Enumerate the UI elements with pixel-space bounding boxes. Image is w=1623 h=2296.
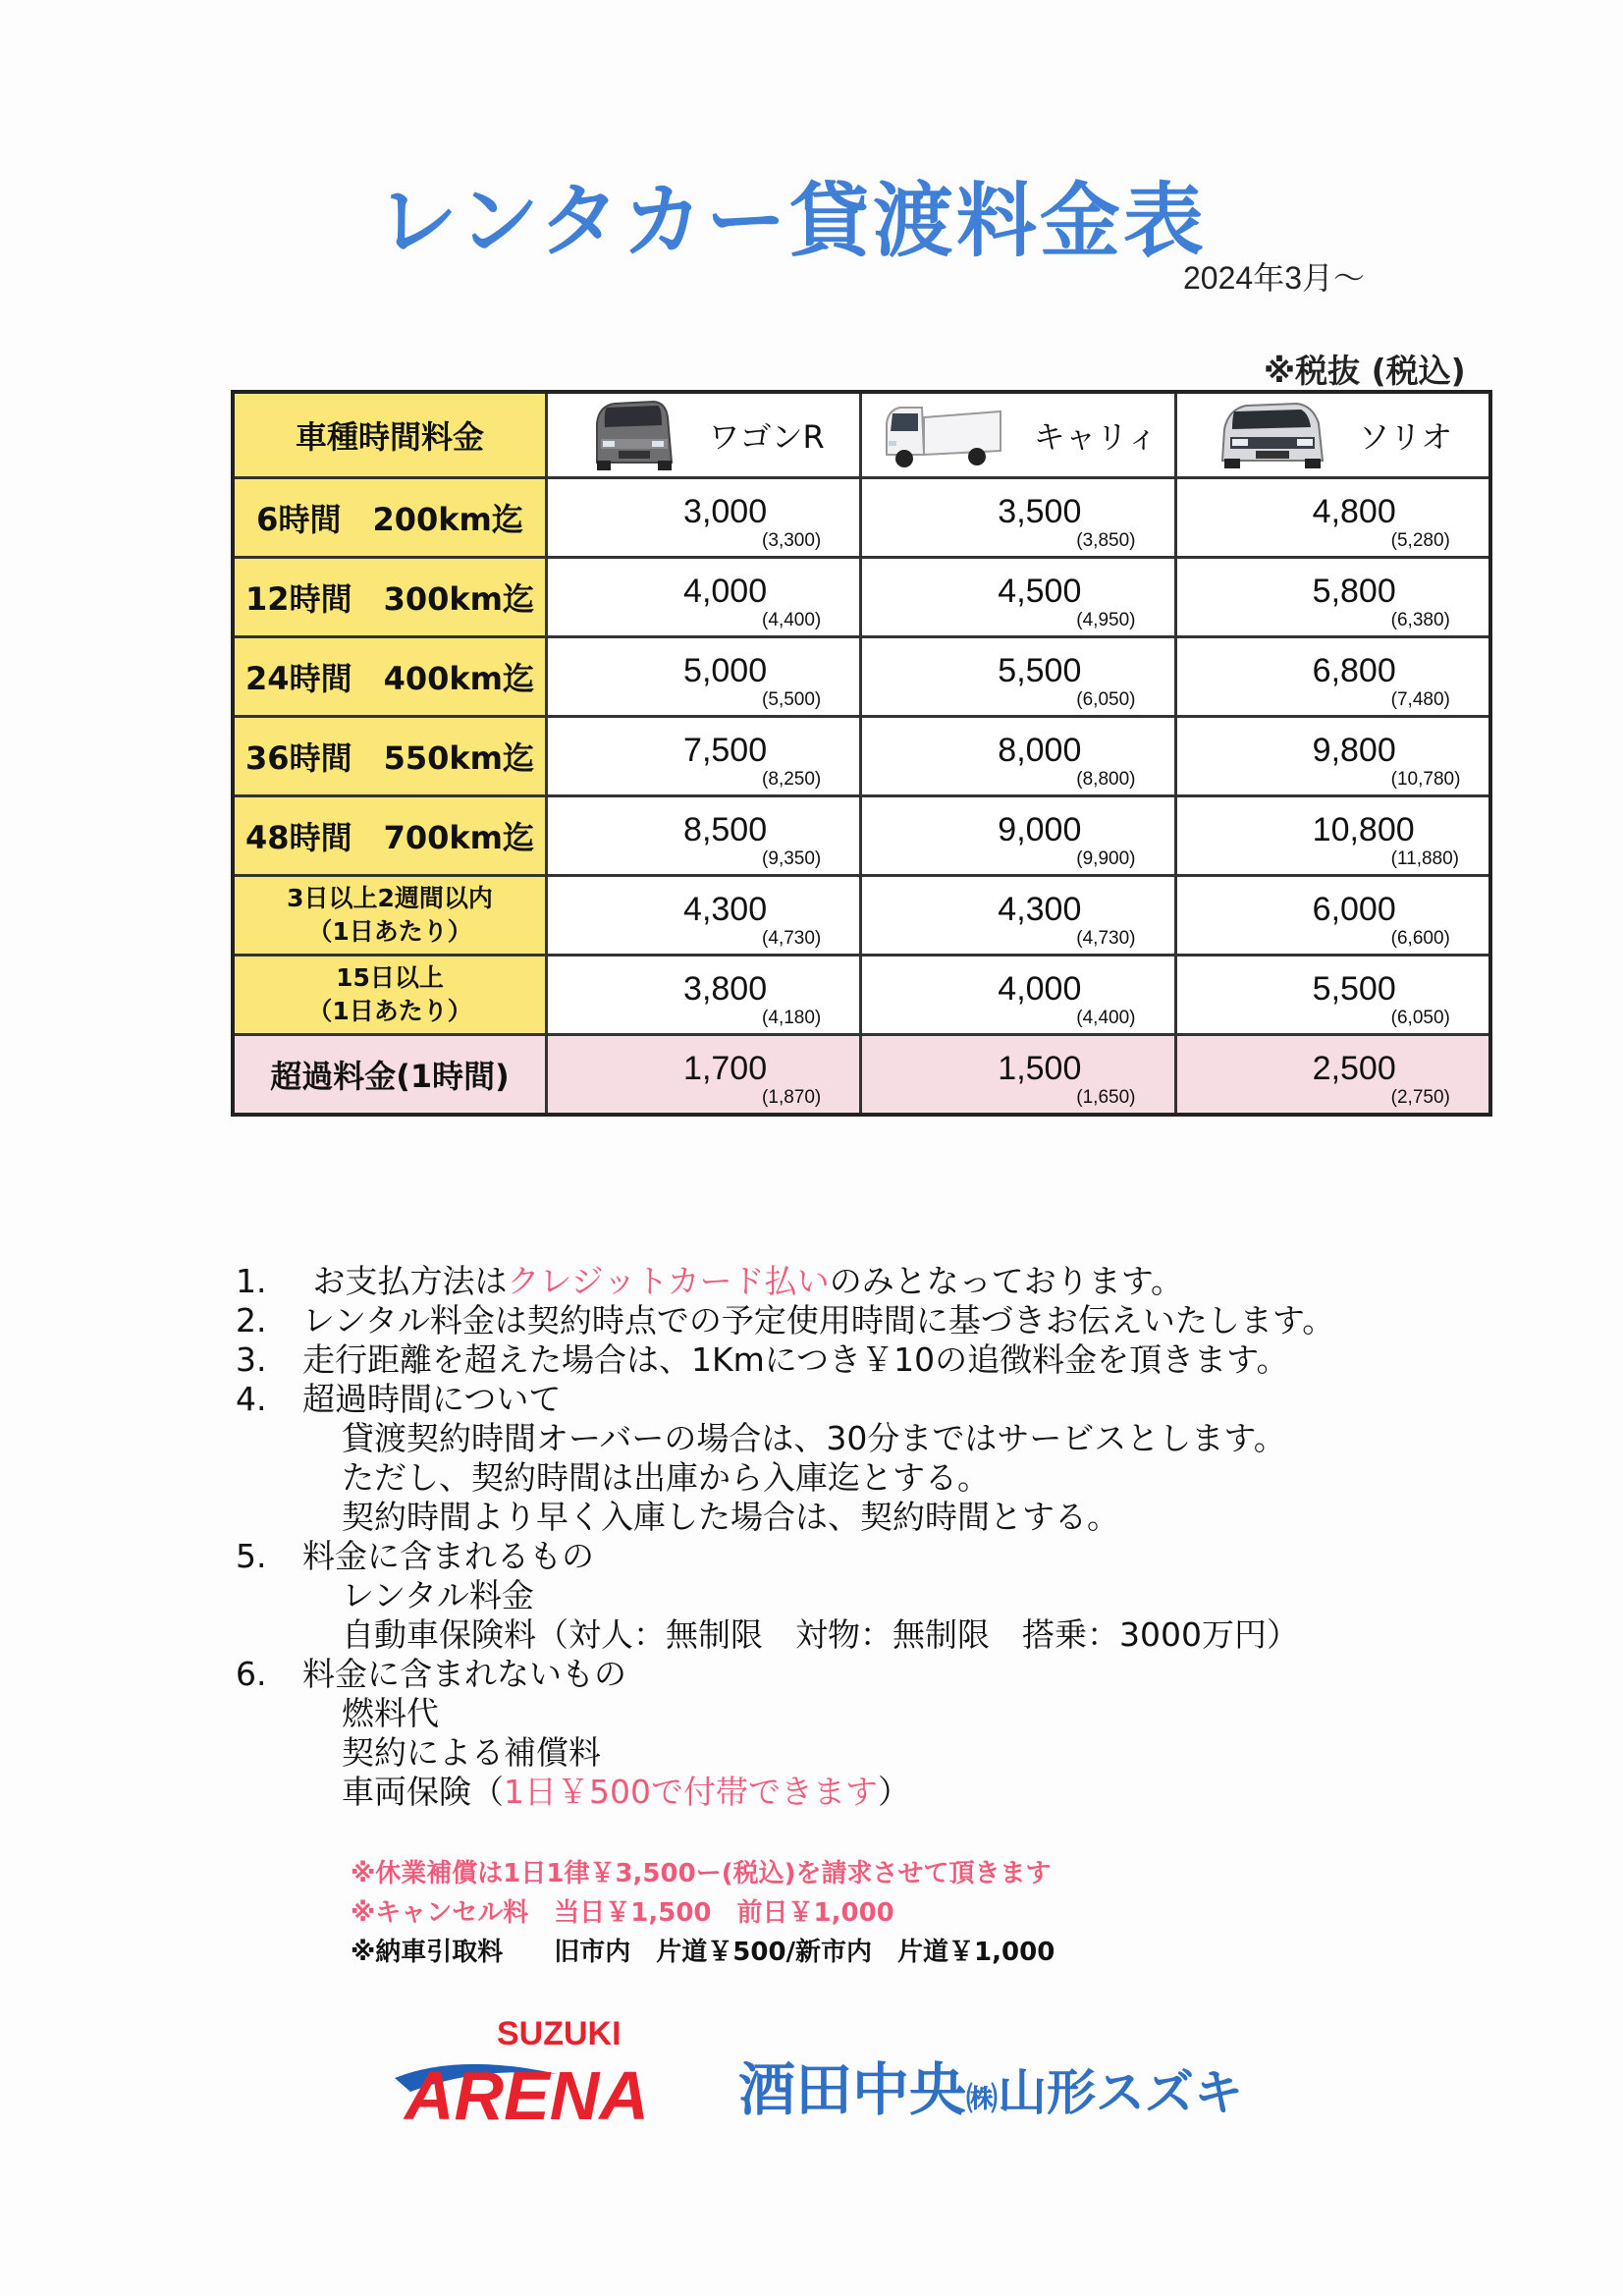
note-item xyxy=(236,1262,1334,1301)
price-main: 4,300 xyxy=(998,891,1082,928)
page-title: レンタカー貸渡料金表 xyxy=(377,175,1207,268)
note-subitem: レンタル料金 xyxy=(342,1576,534,1614)
price-main: 10,800 xyxy=(1312,811,1415,848)
note-text: レンタル料金は契約時点での予定使用時間に基づきお伝えいたします。 xyxy=(302,1301,1335,1339)
price-cell xyxy=(1175,1035,1490,1116)
row-label: 48時間 700km迄 xyxy=(233,796,547,876)
price-cell xyxy=(547,796,861,876)
price-tax: (8,250) xyxy=(762,769,822,790)
price-cell xyxy=(861,637,1175,717)
note-subitem: 契約による補償料 xyxy=(342,1733,601,1772)
note-item xyxy=(236,1380,1334,1419)
row-label-line2: （1日あたり） xyxy=(307,917,472,946)
car-name-solio: ソリオ xyxy=(1358,418,1453,456)
price-main: 5,000 xyxy=(683,652,768,689)
row-label-line2: （1日あたり） xyxy=(307,997,472,1025)
note-subitem xyxy=(236,1773,1334,1812)
logo-main-text: ARENA xyxy=(405,2057,649,2134)
rate-table xyxy=(231,390,1492,1117)
note-text: 超過時間について xyxy=(302,1380,562,1418)
price-tax: (6,050) xyxy=(1390,1008,1450,1028)
note-number: 2. xyxy=(236,1301,267,1339)
note-highlight: 1日￥500で付帯できます xyxy=(504,1773,878,1811)
note-subitem: 自動車保険料（対人：無制限 対物：無制限 搭乗：3000万円） xyxy=(342,1615,1299,1654)
price-cell xyxy=(547,558,861,637)
price-tax: (6,050) xyxy=(1076,689,1136,710)
row-label xyxy=(233,876,547,956)
note-subitem: 契約時間より早く入庫した場合は、契約時間とする。 xyxy=(342,1498,1119,1536)
price-tax: (11,880) xyxy=(1390,848,1460,869)
notes-list xyxy=(236,1262,1334,1812)
price-tax: (1,870) xyxy=(762,1087,822,1108)
row-label-line1: 15日以上 xyxy=(336,963,444,992)
price-tax: (9,350) xyxy=(762,848,822,869)
price-cell xyxy=(547,956,861,1035)
row-label: 超過料金(1時間) xyxy=(233,1035,547,1116)
car-column-wagon-r xyxy=(547,392,861,478)
note-number: 4. xyxy=(236,1380,267,1418)
price-main: 5,500 xyxy=(1312,970,1396,1008)
price-main: 5,500 xyxy=(998,652,1082,689)
note-text: 料金に含まれないもの xyxy=(302,1655,626,1693)
table-header-row xyxy=(233,392,1490,478)
tax-note: ※税抜 (税込) xyxy=(1264,352,1466,390)
table-row xyxy=(233,956,1490,1035)
price-cell xyxy=(547,637,861,717)
price-main: 6,000 xyxy=(1312,891,1396,928)
note-text: のみとなっております。 xyxy=(829,1262,1184,1300)
price-cell xyxy=(861,717,1175,796)
price-main: 9,000 xyxy=(998,811,1082,848)
price-main: 2,500 xyxy=(1312,1050,1396,1087)
price-cell xyxy=(1175,956,1490,1035)
price-main: 4,800 xyxy=(1312,493,1396,530)
dealer-name-rest: 山形スズキ xyxy=(998,2064,1244,2121)
price-main: 7,500 xyxy=(683,732,768,769)
price-tax: (9,900) xyxy=(1076,848,1136,869)
price-tax: (4,400) xyxy=(1076,1008,1136,1028)
header-label: 車種時間料金 xyxy=(233,392,547,478)
price-cell xyxy=(1175,876,1490,956)
car-name-wagon-r: ワゴンR xyxy=(708,418,825,456)
extra-note-delivery: ※納車引取料 旧市内 片道￥500/新市内 片道￥1,000 xyxy=(351,1938,1055,1967)
price-cell xyxy=(1175,478,1490,558)
note-subitem: 貸渡契約時間オーバーの場合は、30分まではサービスとします。 xyxy=(342,1419,1286,1457)
table-row xyxy=(233,1035,1490,1116)
row-label: 6時間 200km迄 xyxy=(233,478,547,558)
price-cell xyxy=(861,558,1175,637)
car-name-carry: キャリィ xyxy=(1033,418,1159,456)
logo-top-text: SUZUKI xyxy=(497,2015,622,2052)
price-cell xyxy=(1175,637,1490,717)
row-label xyxy=(233,956,547,1035)
truck-carry-icon xyxy=(879,394,1006,476)
car-wagon-r-icon xyxy=(583,394,681,476)
price-main: 8,000 xyxy=(998,732,1082,769)
note-number: 3. xyxy=(236,1340,267,1379)
note-item xyxy=(236,1655,1334,1694)
note-subitem: ただし、契約時間は出庫から入庫迄とする。 xyxy=(342,1458,990,1497)
extra-note-compensation: ※休業補償は1日1律￥3,500ー(税込)を請求させて頂きます xyxy=(351,1859,1052,1888)
note-text: お支払方法は xyxy=(312,1262,508,1300)
price-cell xyxy=(547,717,861,796)
row-label: 24時間 400km迄 xyxy=(233,637,547,717)
note-text: 車両保険（ xyxy=(342,1773,504,1811)
price-cell xyxy=(547,1035,861,1116)
note-highlight: クレジットカード払い xyxy=(507,1262,830,1300)
price-main: 1,700 xyxy=(683,1050,768,1087)
price-main: 5,800 xyxy=(1312,573,1396,610)
price-cell xyxy=(1175,558,1490,637)
price-cell xyxy=(861,796,1175,876)
note-item xyxy=(236,1537,1334,1576)
table-row xyxy=(233,478,1490,558)
price-tax: (3,850) xyxy=(1076,530,1136,551)
price-tax: (8,800) xyxy=(1076,769,1136,790)
price-tax: (4,400) xyxy=(762,610,822,630)
price-main: 4,000 xyxy=(998,970,1082,1008)
table-row xyxy=(233,717,1490,796)
price-tax: (4,180) xyxy=(762,1008,822,1028)
price-main: 3,000 xyxy=(683,493,768,530)
note-item xyxy=(236,1301,1334,1340)
price-cell xyxy=(861,876,1175,956)
price-cell xyxy=(861,956,1175,1035)
dealer-name-main: 酒田中央 xyxy=(738,2056,967,2123)
table-row xyxy=(233,637,1490,717)
extra-note-cancel: ※キャンセル料 当日￥1,500 前日￥1,000 xyxy=(351,1898,894,1928)
price-tax: (10,780) xyxy=(1390,769,1461,790)
note-number: 1. xyxy=(236,1262,267,1300)
price-tax: (5,280) xyxy=(1390,530,1450,551)
row-label: 12時間 300km迄 xyxy=(233,558,547,637)
extra-notes xyxy=(351,1854,1055,1972)
car-column-solio xyxy=(1175,392,1490,478)
price-tax: (6,380) xyxy=(1390,610,1450,630)
note-number: 5. xyxy=(236,1537,267,1575)
effective-date: 2024年3月～ xyxy=(1183,260,1365,296)
price-cell xyxy=(547,478,861,558)
price-tax: (4,730) xyxy=(1076,928,1136,949)
note-number: 6. xyxy=(236,1655,267,1693)
note-subitem: 燃料代 xyxy=(342,1694,439,1732)
price-cell xyxy=(547,876,861,956)
suzuki-arena-logo xyxy=(391,2009,666,2137)
table-row xyxy=(233,558,1490,637)
price-tax: (2,750) xyxy=(1390,1087,1450,1108)
price-cell xyxy=(1175,717,1490,796)
note-text: 走行距離を超えた場合は、1Kmにつき￥10の追徴料金を頂きます。 xyxy=(302,1340,1289,1379)
price-main: 8,500 xyxy=(683,811,768,848)
row-label: 36時間 550km迄 xyxy=(233,717,547,796)
row-label-line1: 3日以上2週間以内 xyxy=(287,884,493,912)
price-tax: (1,650) xyxy=(1076,1087,1136,1108)
price-cell xyxy=(861,1035,1175,1116)
price-main: 3,800 xyxy=(683,970,768,1008)
price-tax: (6,600) xyxy=(1390,928,1450,949)
price-main: 4,500 xyxy=(998,573,1082,610)
price-tax: (4,950) xyxy=(1076,610,1136,630)
price-main: 6,800 xyxy=(1312,652,1396,689)
price-main: 1,500 xyxy=(998,1050,1082,1087)
car-column-carry xyxy=(861,392,1175,478)
note-item xyxy=(236,1340,1334,1380)
price-main: 4,000 xyxy=(683,573,768,610)
price-main: 4,300 xyxy=(683,891,768,928)
table-row xyxy=(233,796,1490,876)
car-solio-icon xyxy=(1213,394,1330,476)
table-row xyxy=(233,876,1490,956)
price-main: 3,500 xyxy=(998,493,1082,530)
price-main: 9,800 xyxy=(1312,732,1396,769)
note-text: ） xyxy=(877,1773,910,1811)
price-cell xyxy=(1175,796,1490,876)
dealer-name xyxy=(738,2044,1243,2126)
dealer-kabu: ㈱ xyxy=(966,2080,999,2117)
price-tax: (7,480) xyxy=(1390,689,1450,710)
price-tax: (4,730) xyxy=(762,928,822,949)
note-text: 料金に含まれるもの xyxy=(302,1537,594,1575)
price-tax: (3,300) xyxy=(762,530,822,551)
price-cell xyxy=(861,478,1175,558)
price-tax: (5,500) xyxy=(762,689,822,710)
